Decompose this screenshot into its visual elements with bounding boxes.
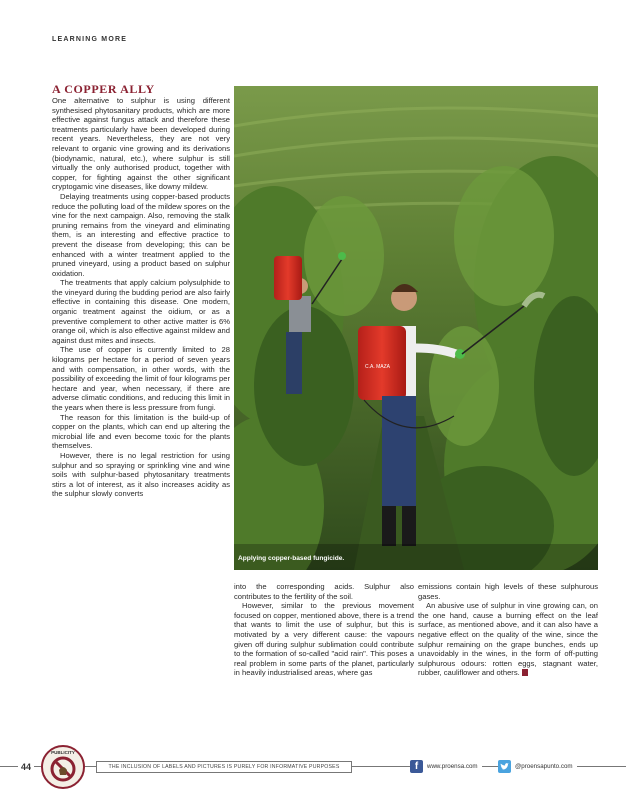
article-column-1 [52, 96, 230, 752]
article-column-2 [234, 582, 414, 722]
paragraph: Delaying treatments using copper-based products reduce the polluting load of the mildew spores on the vine for the next campaign. Also, removing the stalk pruning remains from the vineyard and eliminating them, is an interesting and effective practice to prevent the disease from developing; this can be enhanced with a winter treatment applied to the pruned vineyard, using a product based on sulphur oxidation. [52, 191, 230, 278]
disclaimer-box: THE INCLUSION OF LABELS AND PICTURES IS PURELY FOR INFORMATIVE PURPOSES [96, 761, 352, 773]
vineyard-photo [234, 86, 598, 570]
paragraph [418, 601, 598, 678]
article-column-3 [418, 582, 598, 722]
section-label: LEARNING MORE [52, 36, 128, 43]
end-mark-icon [522, 669, 528, 676]
page-number: 44 [18, 762, 34, 772]
twitter-handle: @proensapunto.com [515, 763, 573, 770]
paragraph: The treatments that apply calcium polysulphide to the vineyard during the budding period are also fairly effective in containing this disease. One modern, organic treatment against the oidium, or as a preventive complement to other active matter is 6% orange oil, which is also effective against mildew and against dust mites and insects. [52, 278, 230, 345]
last-paragraph-text: An abusive use of sulphur in vine growing can, on the one hand, cause a burning effect on the leaf surface, as mentioned above, and it can also have a negative effect on the quality of the wine, since the sulphur remaining on the grape bunches, ends up unavoidably in the wines, in the form of off-putting sulphurous odours: rotten eggs, stagnant water, rubber, cauliflower and others. [418, 601, 598, 678]
facebook-icon: f [410, 760, 423, 773]
paragraph: The reason for this limitation is the build-up of copper on the plants, which can end up altering the microbial life and even become toxic for the plants themselves. [52, 412, 230, 451]
no-publicity-stamp-icon [40, 744, 86, 790]
photo-caption: Applying copper-based fungicide. [238, 555, 345, 562]
twitter-icon [498, 760, 511, 773]
paragraph: emissions contain high levels of these sulphurous gases. [418, 582, 598, 601]
paragraph: One alternative to sulphur is using different synthesised phytosanitary products, which are more effective against fungus attack and therefore these treatments particularly have been developed during recent years. Nevertheless, they are not very relevant to organic vine growing and its derivations (biodynamic, natural, etc.), where sulphur is still virtually the only authorised product, together with copper, for fighting against the other significant cryptogamic vine diseases, like downy mildew. [52, 96, 230, 192]
article-heading: A COPPER ALLY [52, 82, 155, 96]
stamp-text: PUBLICITY [51, 750, 75, 755]
sprayer-label: C.A. MAZA [365, 364, 391, 370]
facebook-url: www.proensa.com [427, 763, 478, 770]
paragraph: However, similar to the previous movement focused on copper, mentioned above, there is a trend that wants to limit the use of sulphur, but this is motivated by a very different cause: the vapours given off during sulphur sublimation could contribute to the formation of so-called "acid rain". This poses a real problem in some parts of the planet, particularly in heavily industrialised areas, where gas [234, 601, 414, 678]
twitter-link[interactable] [498, 760, 577, 773]
facebook-link[interactable] [410, 760, 482, 773]
paragraph: into the corresponding acids. Sulphur also contributes to the fertility of the soil. [234, 582, 414, 601]
paragraph: The use of copper is currently limited to 28 kilograms per hectare for a period of seven years and with compensation, in other words, with the possibility of exceeding the limit of four kilograms per hectare and year, when necessary, if there are adverse climatic conditions, and reducing this limit in the years when there is less pressure from fungi. [52, 345, 230, 412]
paragraph: However, there is no legal restriction for using sulphur and so spraying or sprinkling vine and wine soils with sulphur-based phytosanitary treatments stirs a lot of interest, as it also increases acidity as the sulphur slowly converts [52, 450, 230, 499]
